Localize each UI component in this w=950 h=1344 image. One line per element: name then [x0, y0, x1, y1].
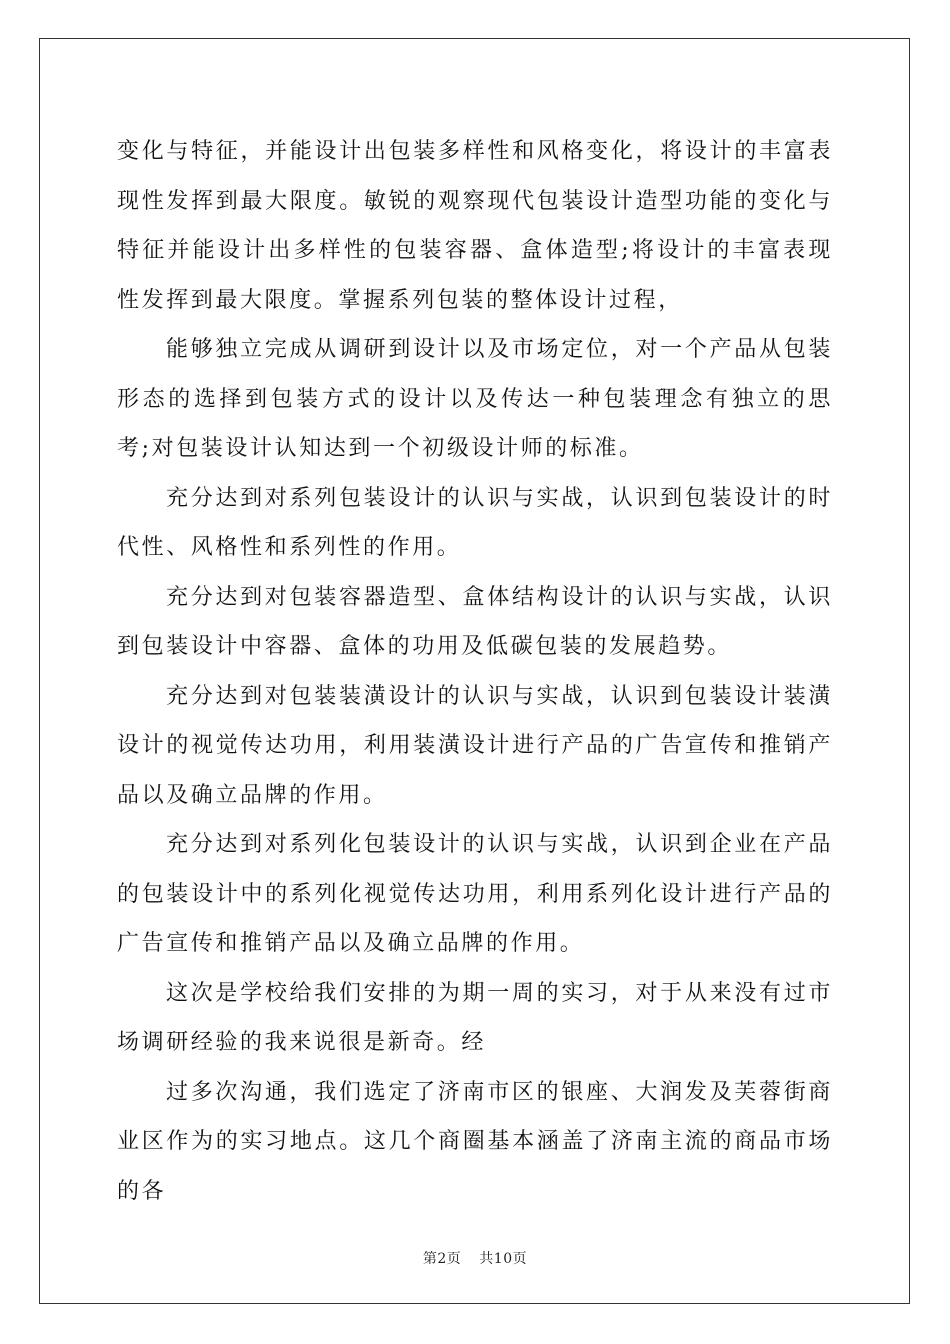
paragraph-7: 这次是学校给我们安排的为期一周的实习，对于从来没有过市场调研经验的我来说很是新奇。经	[117, 980, 833, 1055]
current-page-number: 第2页	[422, 1251, 462, 1267]
paragraph-8: 过多次沟通，我们选定了济南市区的银座、大润发及芙蓉街商业区作为的实习地点。这几个商圈基本涵盖了济南主流的商品市场的各	[117, 1079, 833, 1204]
paragraph-1: 变化与特征，并能设计出包装多样性和风格变化，将设计的丰富表现性发挥到最大限度。敏锐的观察现代包装设计造型功能的变化与特征并能设计出多样性的包装容器、盒体造型;将设计的丰富表现性发挥到最大限度。掌握系列包装的整体设计过程，	[117, 139, 833, 313]
paragraph-4: 充分达到对包装容器造型、盒体结构设计的认识与实战，认识到包装设计中容器、盒体的功用及低碳包装的发展趋势。	[117, 584, 833, 659]
page-footer	[0, 1248, 950, 1268]
total-pages: 共10页	[479, 1251, 528, 1267]
paragraph-6: 充分达到对系列化包装设计的认识与实战，认识到企业在产品的包装设计中的系列化视觉传达功用，利用系列化设计进行产品的广告宣传和推销产品以及确立品牌的作用。	[117, 832, 833, 956]
paragraph-2: 能够独立完成从调研到设计以及市场定位，对一个产品从包装形态的选择到包装方式的设计以及传达一种包装理念有独立的思考;对包装设计认知达到一个初级设计师的标准。	[117, 337, 833, 461]
paragraph-3: 充分达到对系列包装设计的认识与实战，认识到包装设计的时代性、风格性和系列性的作用。	[117, 485, 833, 560]
paragraph-5: 充分达到对包装装潢设计的认识与实战，认识到包装设计装潢设计的视觉传达功用，利用装潢设计进行产品的广告宣传和推销产品以及确立品牌的作用。	[117, 683, 833, 808]
document-body	[117, 127, 833, 1216]
